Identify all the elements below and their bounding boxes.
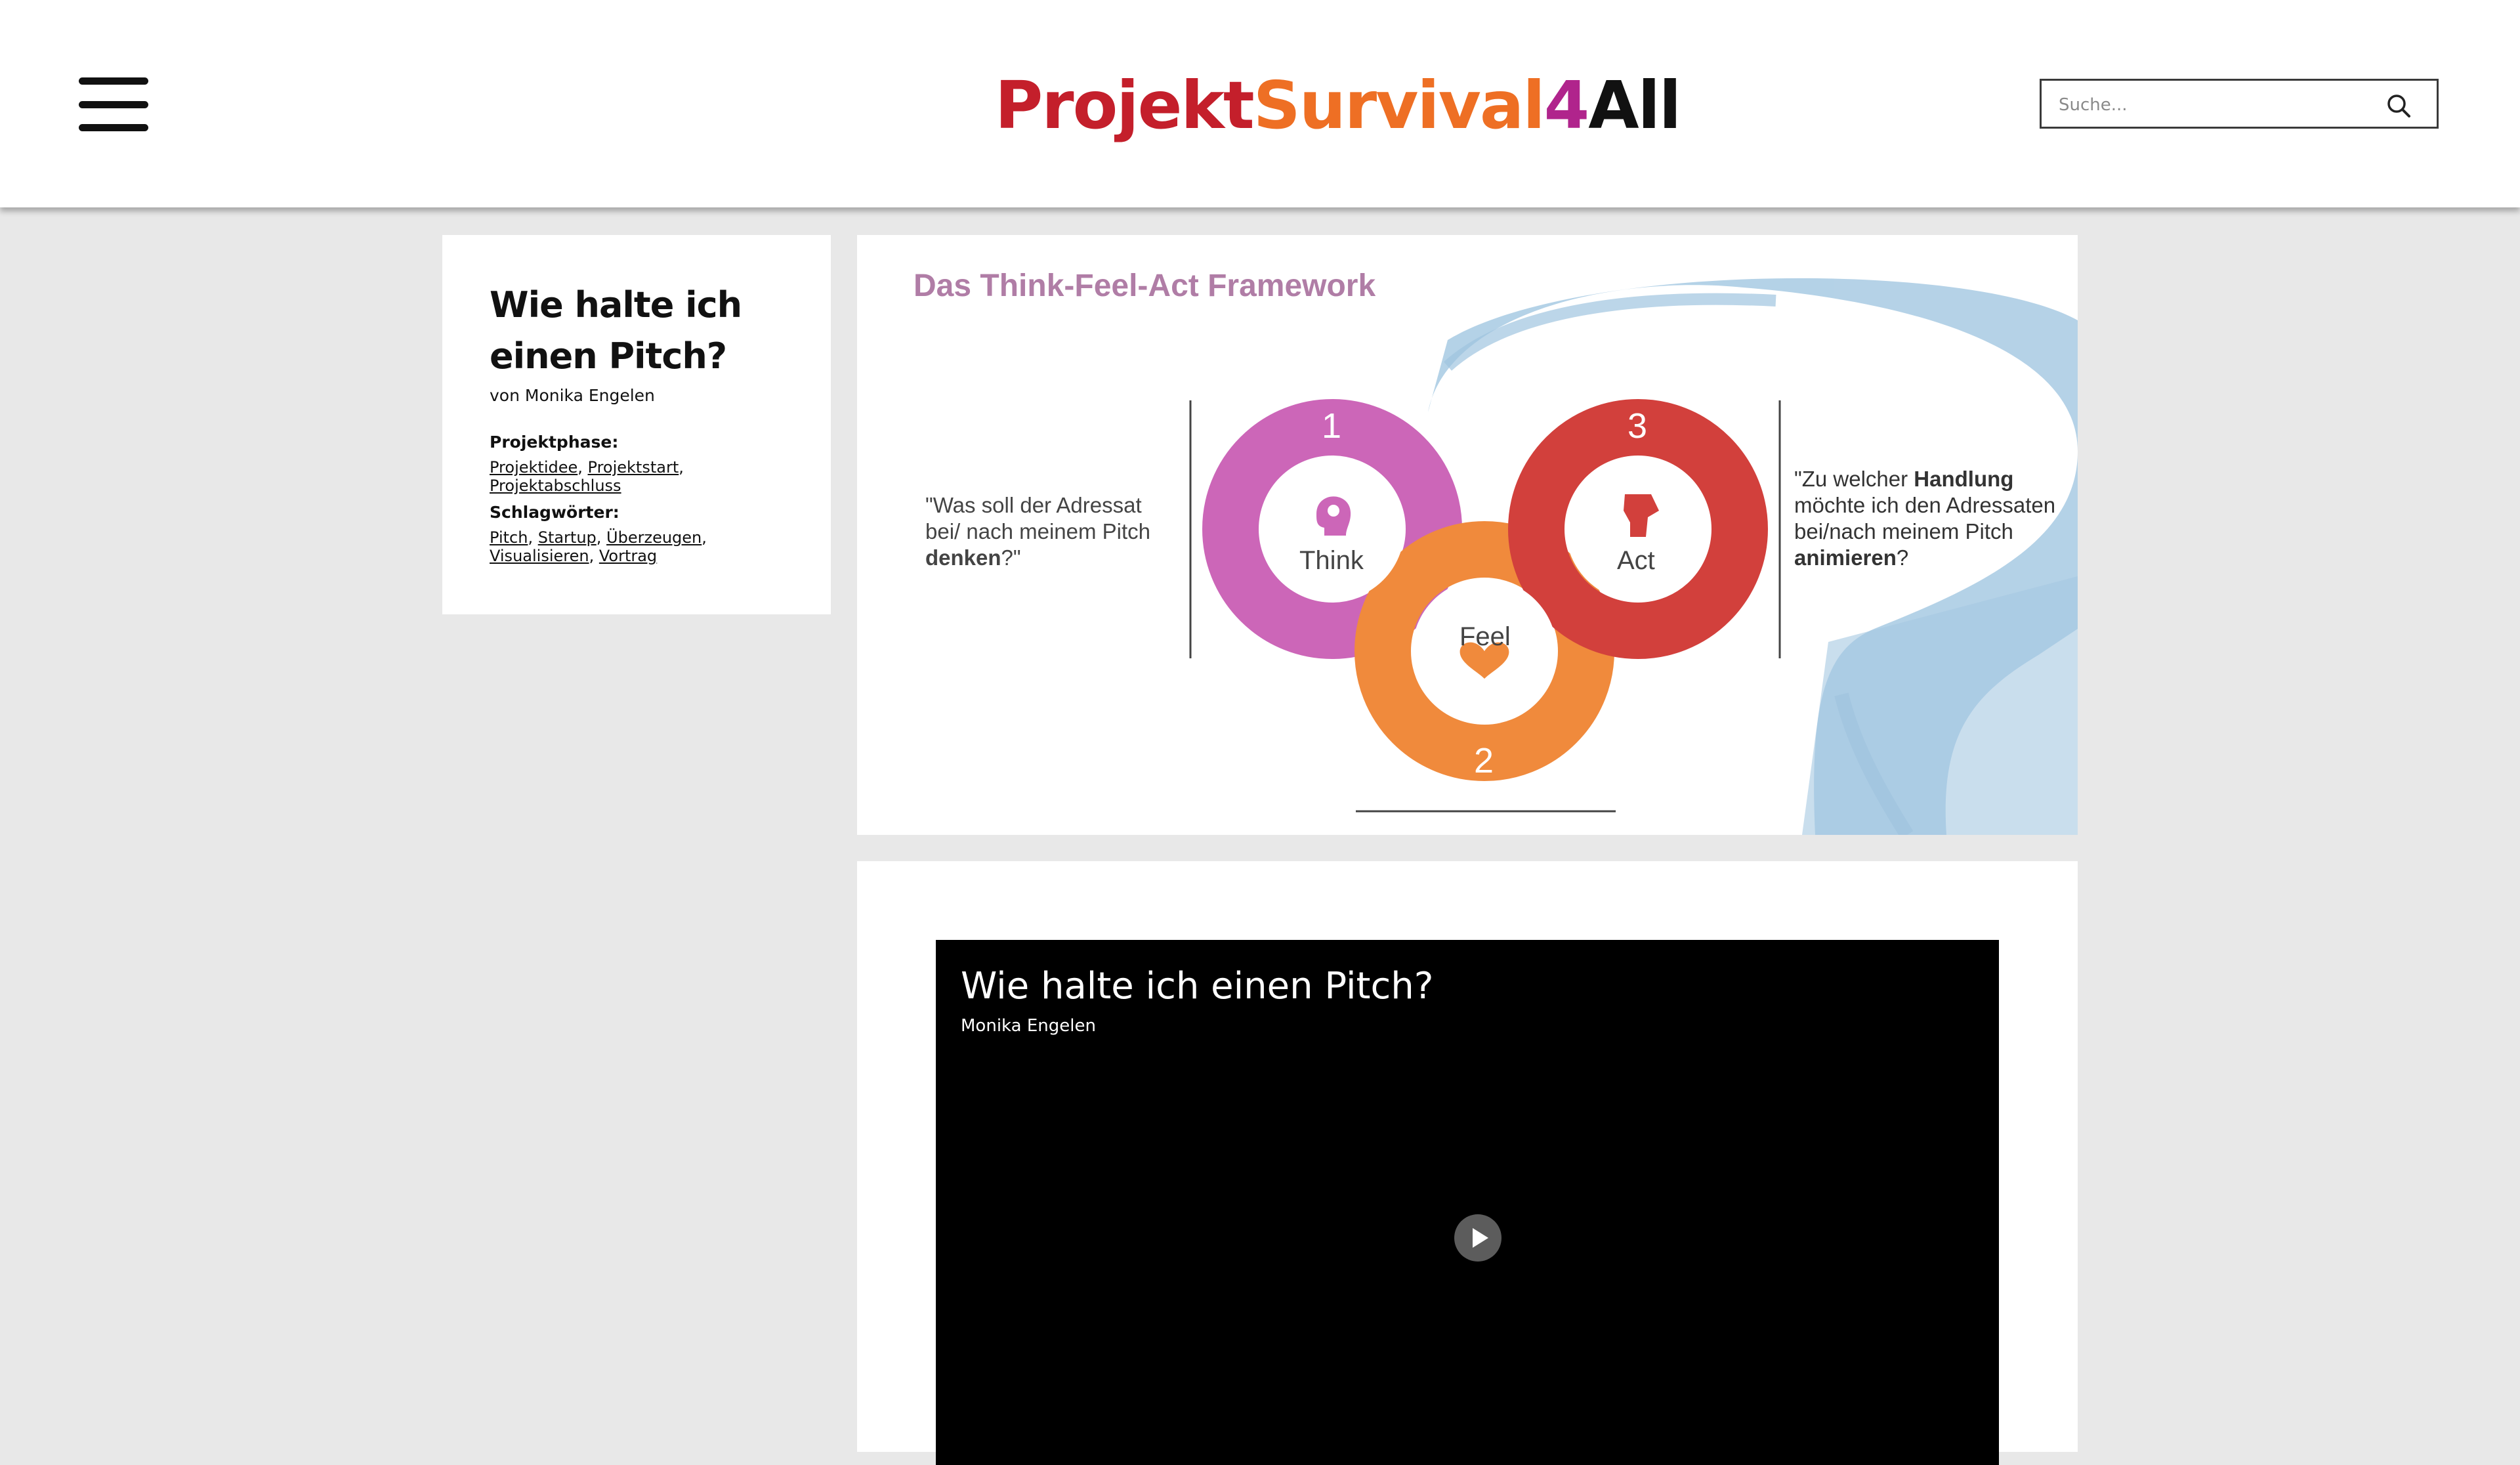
site-logo[interactable] [995,63,1680,148]
search-input[interactable] [2057,87,2375,123]
think-label: Think [1299,546,1364,575]
keyword-link-startup[interactable]: Startup [537,528,597,547]
feel-label: Feel [1460,622,1511,651]
framework-figure [857,235,2078,835]
act-question-quote: "Zu welcher Handlung möchte ich den Adressaten bei/nach meinem Pitch animieren? [1794,467,2056,570]
project-phase-label: Projektphase: [490,433,619,452]
logo-part-all: All [1588,67,1681,144]
play-button[interactable] [1454,1214,1502,1262]
article-author: von Monika Engelen [490,386,655,405]
logo-part-projekt: Projekt [995,67,1253,144]
think-number: 1 [1322,406,1342,446]
phase-link-projektidee[interactable]: Projektidee [490,458,578,477]
think-question-quote: "Was soll der Adressat bei/ nach meinem Pitch denken?" [925,493,1151,570]
framework-title: Das Think-Feel-Act Framework [914,268,1376,303]
act-label: Act [1617,546,1655,575]
keyword-links: Pitch, Startup, Überzeugen, Visualisieren, Vortrag [490,528,707,565]
article-title: Wie halte ich einen Pitch? [490,284,742,377]
logo-part-survival: Survival [1253,67,1544,144]
feel-number: 2 [1474,741,1494,780]
video-author[interactable]: Monika Engelen [961,1016,1096,1036]
video-title[interactable]: Wie halte ich einen Pitch? [961,965,1434,1008]
logo-part-4: 4 [1544,67,1589,144]
menu-icon[interactable] [79,77,148,131]
video-card [857,861,2078,1452]
article-info-card [442,235,831,614]
keyword-link-pitch[interactable]: Pitch [490,528,528,547]
search-box [2040,79,2439,129]
keyword-link-ueberzeugen[interactable]: Überzeugen [606,528,702,547]
video-player[interactable] [936,940,1999,1465]
project-phase-links: Projektidee, Projektstart, Projektabschluss [490,458,684,495]
keyword-link-vortrag[interactable]: Vortrag [598,547,658,565]
search-icon[interactable] [2385,93,2412,119]
phase-link-projektstart[interactable]: Projektstart [587,458,679,477]
act-number: 3 [1628,406,1648,446]
keywords-label: Schlagwörter: [490,503,620,522]
keyword-link-visualisieren[interactable]: Visualisieren [490,547,589,565]
phase-link-projektabschluss[interactable]: Projektabschluss [490,477,621,495]
site-header [0,0,2520,207]
